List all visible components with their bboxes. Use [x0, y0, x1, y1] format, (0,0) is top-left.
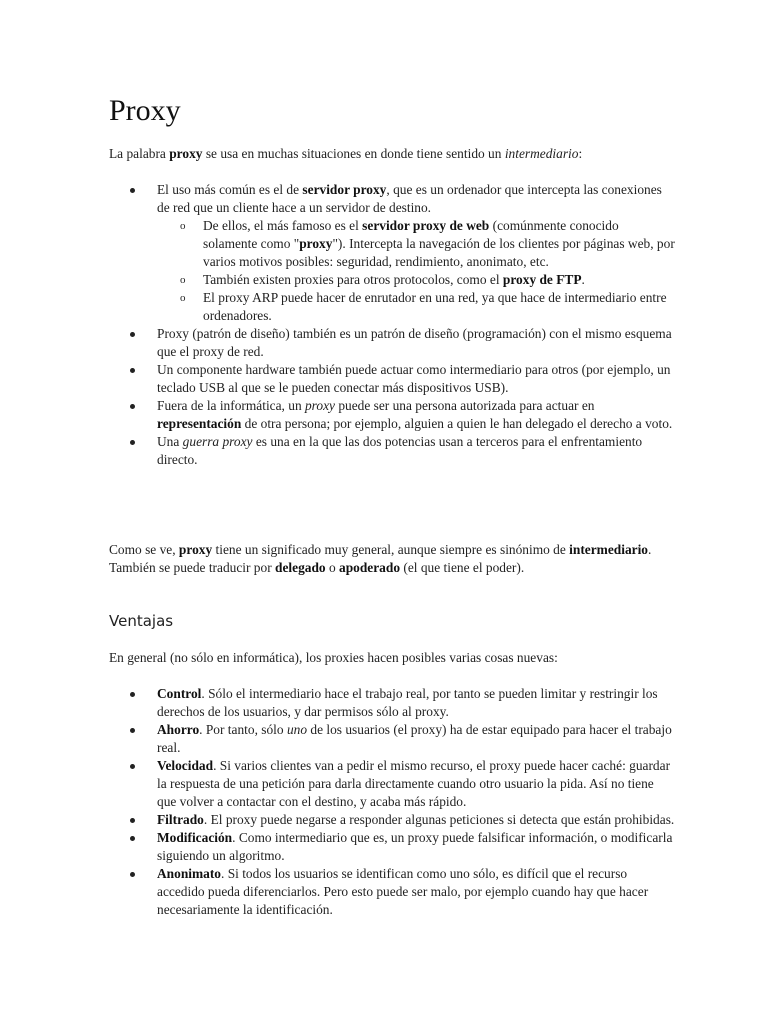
sub-list-item: o El proxy ARP puede hacer de enrutador en una red, ya que hace de intermediario entre ordenadores.: [157, 289, 675, 325]
bold-term: proxy: [169, 146, 203, 161]
list-item: Control. Sólo el intermediario hace el trabajo real, por tanto se pueden limitar y restringir los derechos de los usuarios, y dar permisos sólo al proxy.: [109, 685, 675, 721]
ventajas-intro: En general (no sólo en informática), los proxies hacen posibles varias cosas nuevas:: [109, 650, 558, 665]
list-item: El uso más común es el de servidor proxy, que es un ordenador que intercepta las conexiones de red que un cliente hace a un servidor de destino. o De ellos, el más famoso es el servidor proxy de web (comúnmente conocido solamente como "proxy"). Intercepta la navegación de los clientes por páginas web, por varios motivos posibles: seguridad, rendimiento, anonimato, etc. o También existen proxies para otros protocolos, como el proxy de FTP. o El proxy ARP puede hacer de enrutador en una red, ya que hace de intermediario entre ordenadores.: [109, 181, 675, 325]
sub-list-item: o También existen proxies para otros protocolos, como el proxy de FTP.: [157, 271, 675, 289]
italic-term: intermediario: [504, 146, 579, 161]
list-item: Velocidad. Si varios clientes van a pedir el mismo recurso, el proxy puede hacer caché: guardar la respuesta de una petición para darla directamente cuando otro usuario la pida. Así no tiene que volver a contactar con el destino, y acaba más rápido.: [109, 757, 675, 811]
list-item: Fuera de la informática, un proxy puede ser una persona autorizada para actuar en representación de otra persona; por ejemplo, alguien a quien le han delegado el derecho a voto.: [109, 397, 675, 433]
list-item: Anonimato. Si todos los usuarios se identifican como uno sólo, es difícil que el recurso accedido pueda diferenciarlos. Pero esto puede ser malo, por ejemplo cuando hay que hacer necesariamente la identificación.: [109, 865, 675, 919]
list-item: Modificación. Como intermediario que es, un proxy puede falsificar información, o modificarla siguiendo un algoritmo.: [109, 829, 675, 865]
intro-paragraph: La palabra proxy se usa en muchas situaciones en donde tiene sentido un intermediario:: [109, 146, 583, 161]
list-item: Filtrado. El proxy puede negarse a responder algunas peticiones si detecta que están prohibidas.: [109, 811, 675, 829]
section-heading: Ventajas: [109, 612, 174, 630]
page-title: Proxy: [109, 94, 181, 127]
summary-paragraph: Como se ve, proxy tiene un significado muy general, aunque siempre es sinónimo de intermediario. También se puede traducir por delegado o apoderado (el que tiene el poder).: [109, 542, 652, 575]
sub-list: [157, 217, 675, 325]
list-item: Una guerra proxy es una en la que las dos potencias usan a terceros para el enfrentamiento directo.: [109, 433, 675, 469]
list-item: Ahorro. Por tanto, sólo uno de los usuarios (el proxy) ha de estar equipado para hacer el trabajo real.: [109, 721, 675, 757]
list-item: Un componente hardware también puede actuar como intermediario para otros (por ejemplo, un teclado USB al que se le pueden conectar más dispositivos USB).: [109, 361, 675, 397]
sub-list-item: o De ellos, el más famoso es el servidor proxy de web (comúnmente conocido solamente como "proxy"). Intercepta la navegación de los clientes por páginas web, por varios motivos posibles: seguridad, rendimiento, anonimato, etc.: [157, 217, 675, 271]
list-item: Proxy (patrón de diseño) también es un patrón de diseño (programación) con el mismo esquema que el proxy de red.: [109, 325, 675, 361]
ventajas-list: [109, 685, 675, 919]
uses-list: [109, 181, 675, 469]
